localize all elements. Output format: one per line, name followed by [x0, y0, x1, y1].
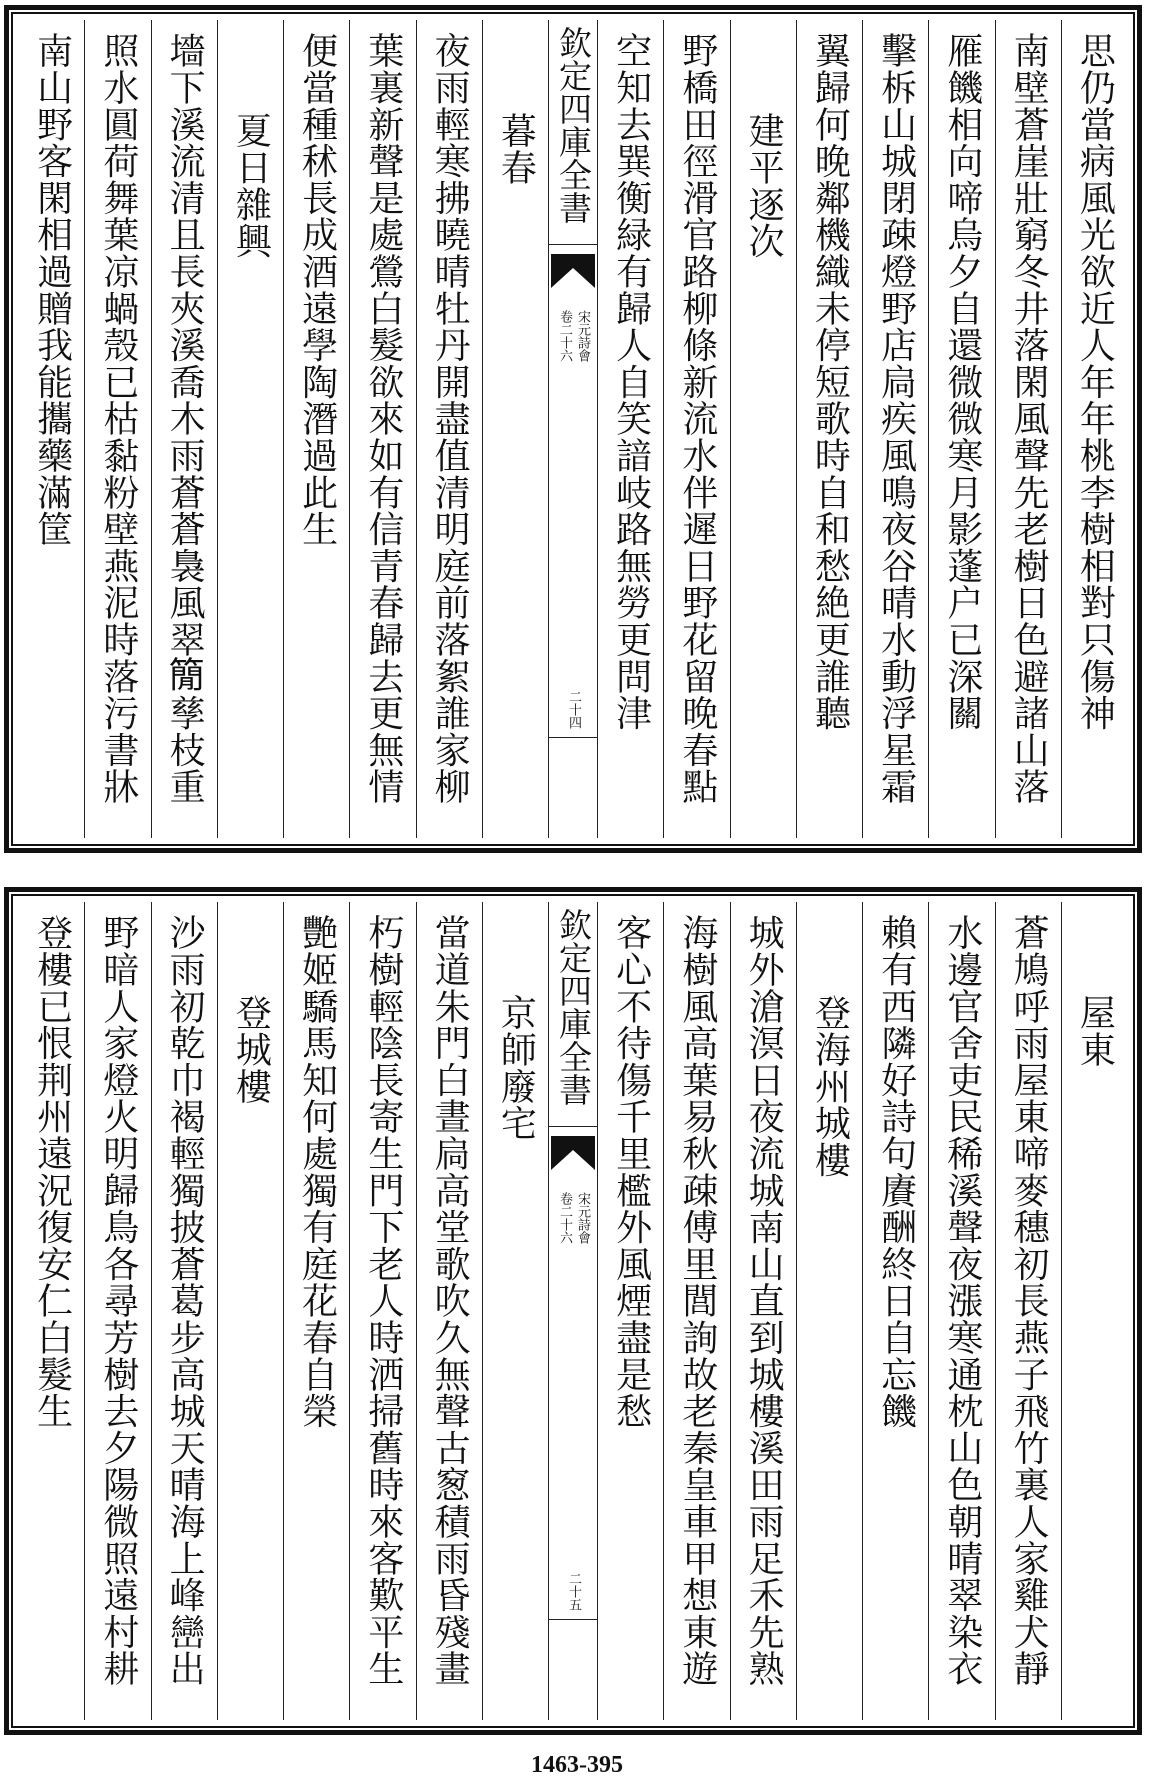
poem-title-column	[482, 20, 548, 838]
poem-line: 雁饑相向啼烏夕自還微微寒月影蓬户已深關	[941, 32, 983, 732]
poem-title-column	[217, 20, 283, 838]
poem-line: 蒼鳩呼雨屋東啼麥穗初長燕子飛竹裏人家雞犬靜	[1008, 914, 1050, 1687]
poem-title: 暮春	[495, 112, 537, 186]
text-column	[349, 20, 415, 838]
collection-name: 宋元詩會	[575, 310, 590, 362]
poem-line: 客心不待傷千里檻外風煙盡是愁	[610, 914, 652, 1430]
text-column	[663, 902, 729, 1720]
poem-title-column	[482, 902, 548, 1720]
text-column	[283, 20, 349, 838]
poem-line: 南壁蒼崖壯窮冬井落閑風聲先老樹日色避諸山落	[1008, 32, 1050, 805]
poem-line: 葉裏新聲是處鶯白髮欲來如有信青春歸去更無情	[362, 32, 404, 805]
text-column	[663, 20, 729, 838]
poem-line: 登樓已恨荆州遠況復安仁白髮生	[31, 914, 73, 1430]
poem-line: 沙雨初乾巾褐輕獨披蒼葛步高城天晴海上峰巒出	[164, 914, 206, 1687]
collection-name: 宋元詩會	[575, 1192, 590, 1244]
text-column	[862, 20, 928, 838]
poem-line: 南山野客閑相過贈我能攜藥滿筐	[31, 32, 73, 548]
text-column	[1061, 20, 1127, 838]
poem-title-column	[1061, 902, 1127, 1720]
text-column	[862, 902, 928, 1720]
poem-line: 夜雨輕寒拂曉晴牡丹開盡值清明庭前落絮誰家柳	[429, 32, 471, 805]
leaf-number: 二十四	[549, 690, 597, 738]
text-column	[283, 902, 349, 1720]
book-title: 欽定四庫全書	[549, 902, 597, 1127]
poem-line: 當道朱門白晝扃高堂歌吹久無聲古䆫積雨昏殘畫	[429, 914, 471, 1687]
volume-info	[553, 1192, 593, 1244]
poem-title: 登海州城樓	[809, 994, 851, 1178]
lower-page	[4, 887, 1142, 1735]
center-fold-column	[548, 902, 597, 1720]
poem-title-column	[730, 20, 796, 838]
poem-line: 思仍當病風光欲近人年年桃李樹相對只傷神	[1074, 32, 1116, 732]
poem-line: 城外滄溟日夜流城南山直到城樓溪田雨足禾先熟	[743, 914, 785, 1687]
poem-line: 野暗人家燈火明歸鳥各尋芳樹去夕陽微照遠村耕	[97, 914, 139, 1687]
poem-title: 屋東	[1074, 994, 1116, 1068]
center-fold-column	[548, 20, 597, 838]
poem-line: 空知去巽衡緑有歸人自笑諳岐路無勞更問津	[610, 32, 652, 732]
text-column	[995, 902, 1061, 1720]
page-number: 1463-395	[531, 1752, 623, 1778]
poem-line: 墻下溪流清且長夾溪喬木雨蒼蒼裊風翠𥳑孳枝重	[164, 32, 206, 805]
poem-title-column	[217, 902, 283, 1720]
poem-title: 建平逐次	[743, 112, 785, 260]
text-column	[19, 902, 84, 1720]
text-column	[416, 902, 482, 1720]
text-column	[730, 902, 796, 1720]
volume-number: 卷二十六	[557, 1192, 572, 1244]
text-column	[928, 20, 994, 838]
volume-info	[553, 310, 593, 362]
poem-line: 照水圓荷舞葉凉蝸殼已枯黏粉壁燕泥時落污書牀	[97, 32, 139, 805]
text-column	[84, 20, 150, 838]
poem-line: 擊柝山城閉疎燈野店扃疾風鳴夜谷晴水動浮星霜	[875, 32, 917, 805]
text-column	[19, 20, 84, 838]
poem-line: 翼歸何晚鄰機織未停短歌時自和愁絶更誰聽	[809, 32, 851, 732]
text-column	[597, 902, 663, 1720]
text-column	[84, 902, 150, 1720]
volume-number: 卷二十六	[557, 310, 572, 362]
poem-line: 便當種秫長成酒遠學陶潛過此生	[296, 32, 338, 548]
poem-title: 京師廢宅	[495, 994, 537, 1142]
text-column	[151, 902, 217, 1720]
text-column	[349, 902, 415, 1720]
poem-title: 登城樓	[230, 994, 272, 1105]
book-title: 欽定四庫全書	[549, 20, 597, 245]
text-column	[416, 20, 482, 838]
poem-title: 夏日雜興	[230, 112, 272, 260]
poem-title-column	[796, 902, 862, 1720]
leaf-number: 二十五	[549, 1572, 597, 1620]
text-column	[151, 20, 217, 838]
poem-line: 野橋田徑滑官路柳條新流水伴遲日野花留晚春點	[676, 32, 718, 805]
poem-line: 朽樹輕陰長寄生門下老人時洒掃舊時來客歎平生	[362, 914, 404, 1687]
poem-line: 海樹風高葉易秋疎傅里閭詢故老秦皇車甲想東遊	[676, 914, 718, 1687]
text-column	[995, 20, 1061, 838]
poem-line: 艷姬驕馬知何處獨有庭花春自榮	[296, 914, 338, 1430]
text-column	[796, 20, 862, 838]
text-column	[597, 20, 663, 838]
fishtail-mark-icon	[551, 1136, 595, 1170]
fishtail-mark-icon	[551, 254, 595, 288]
text-column	[928, 902, 994, 1720]
poem-line: 水邊官舍吏民稀溪聲夜漲寒通枕山色朝晴翠染衣	[941, 914, 983, 1687]
poem-line: 賴有西隣好詩句賡酬終日自忘饑	[875, 914, 917, 1430]
upper-page	[4, 5, 1142, 853]
